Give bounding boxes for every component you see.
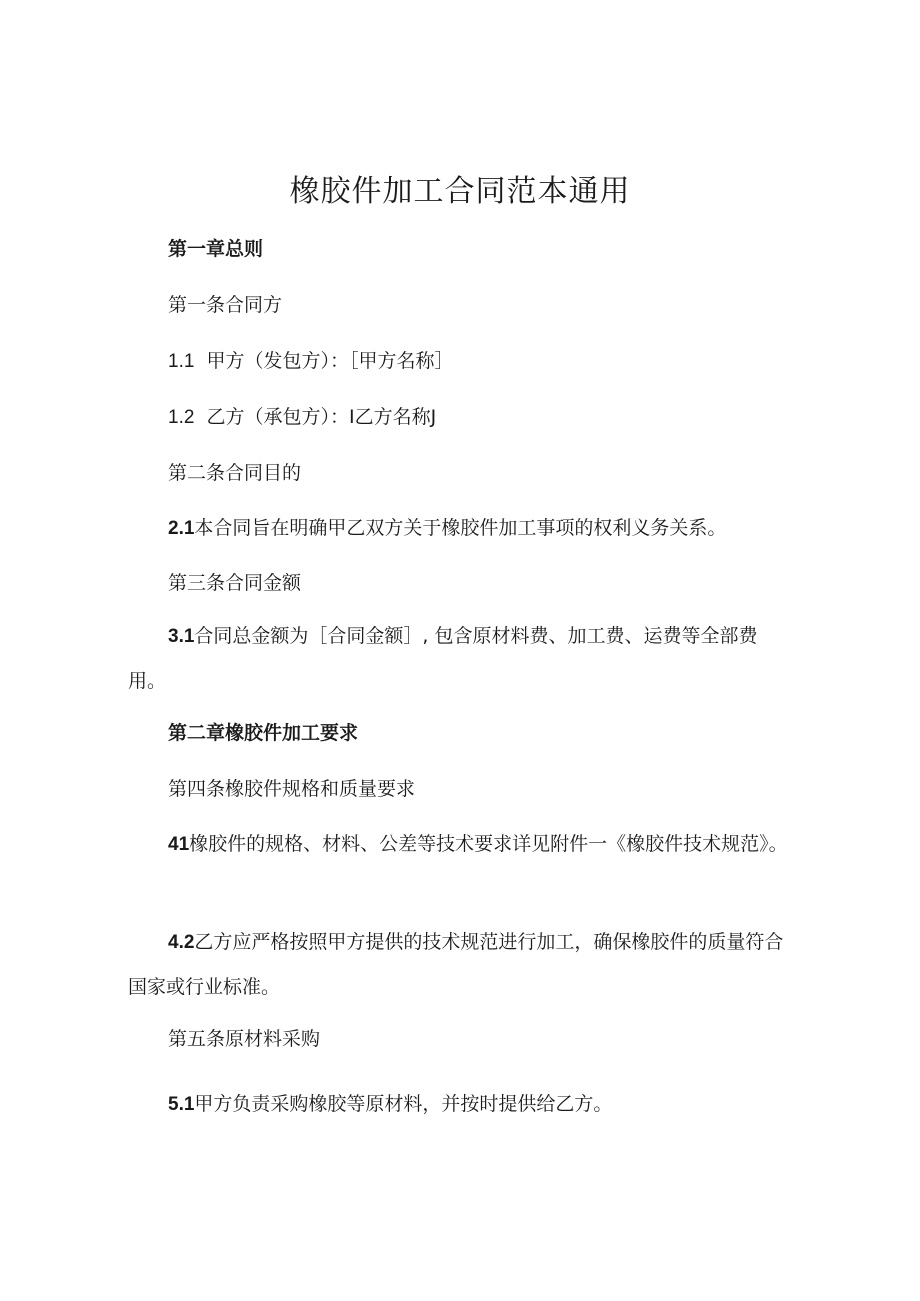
clause-1-1 <box>168 350 454 373</box>
clause-text: 乙方（承包方）：I乙方名称J <box>206 406 437 428</box>
article-1-heading: 第一条合同方 <box>168 294 283 316</box>
clause-4-1 <box>128 822 788 867</box>
article-2-heading: 第二条合同目的 <box>168 462 302 484</box>
clause-number: 1.2 <box>168 407 195 428</box>
clause-number: 4.2 <box>168 932 195 953</box>
clause-text: 甲方负责采购橡胶等原材料，并按时提供给乙方。 <box>194 1093 613 1115</box>
clause-text: 本合同旨在明确甲乙双方关于橡胶件加工事项的权利义务关系。 <box>194 517 727 539</box>
article-4-heading: 第四条橡胶件规格和质量要求 <box>168 778 416 800</box>
clause-number: 2.1 <box>168 518 195 539</box>
clause-text: 橡胶件的规格、材料、公差等技术要求详见附件一《橡胶件技术规范》。 <box>189 833 788 855</box>
clause-text: 乙方应严格按照甲方提供的技术规范进行加工，确保橡胶件的质量符合国家或行业标准。 <box>128 931 784 998</box>
article-3-heading: 第三条合同金额 <box>168 572 302 594</box>
clause-text: 合同总金额为［合同金额］, 包含原材料费、加工费、运费等全部费用。 <box>128 625 758 692</box>
clause-5-1 <box>168 1093 612 1116</box>
clause-text: 甲方（发包方）：［甲方名称］ <box>206 350 454 372</box>
clause-number: 41 <box>168 834 190 855</box>
clause-number: 3.1 <box>168 626 195 647</box>
document-title: 橡胶件加工合同范本通用 <box>289 174 631 209</box>
clause-1-2 <box>168 406 436 429</box>
clause-3-1 <box>128 614 788 703</box>
clause-2-1 <box>168 517 726 540</box>
clause-number: 1.1 <box>168 351 195 372</box>
chapter-1-heading: 第一章总则 <box>168 238 264 260</box>
chapter-2-heading: 第二章橡胶件加工要求 <box>168 722 359 744</box>
clause-number: 5.1 <box>168 1094 195 1115</box>
article-5-heading: 第五条原材料采购 <box>168 1028 321 1050</box>
clause-4-2 <box>128 920 788 1009</box>
